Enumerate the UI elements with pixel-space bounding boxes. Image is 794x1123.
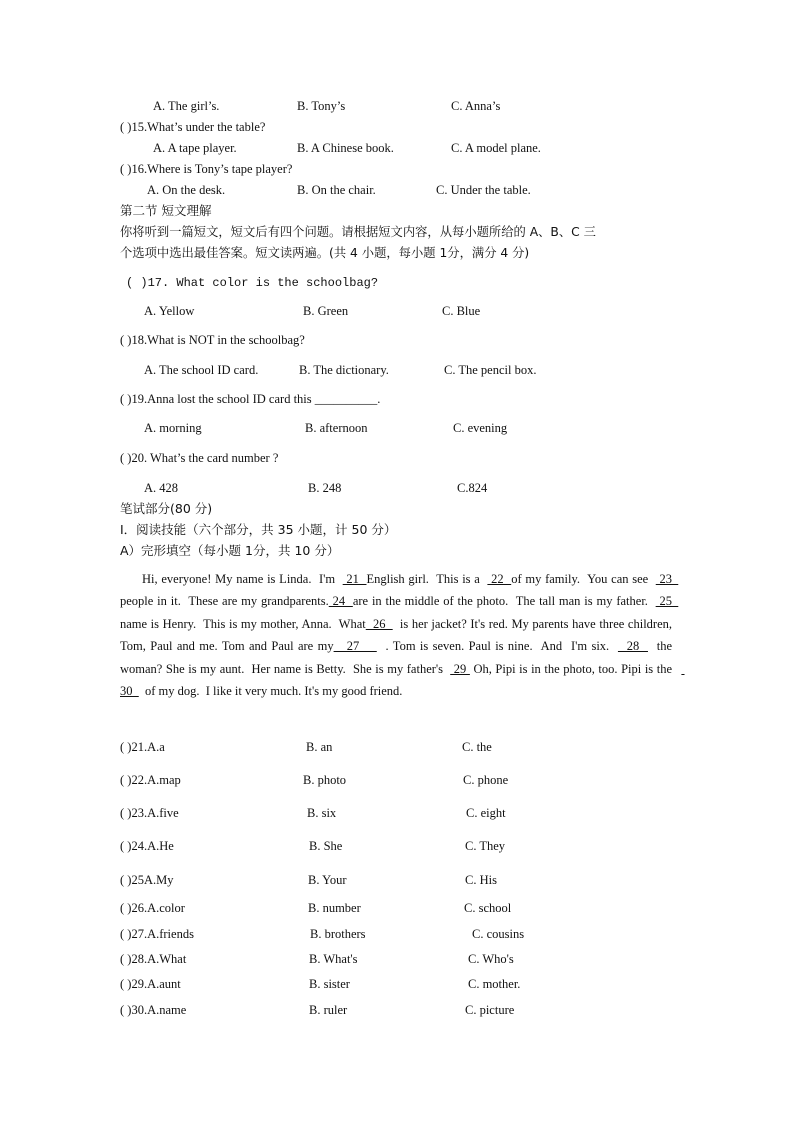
reading-part-title: Ⅰ．阅读技能（六个部分，共 35 小题，计 50 分） (120, 522, 397, 537)
blank-22: 22 (487, 572, 512, 586)
passage-text: name is Henry. This is my mother, Anna. What (120, 594, 685, 631)
cloze-q27-option-c: C. cousins (472, 927, 525, 941)
cloze-q24-option-c: C. They (465, 839, 506, 853)
cloze-q23-option-c: C. eight (466, 806, 506, 820)
q17-option-a: A. Yellow (144, 304, 195, 318)
passage-text: is her jacket? It's red. My parents have three children, Tom, Paul and me. Tom and Paul are my (120, 616, 679, 654)
cloze-q24: ( )24.A.He (120, 839, 174, 853)
q15-question: ( )15.What’s under the table? (120, 120, 266, 134)
blank-29: 29 (450, 661, 470, 676)
cloze-q21-option-c: C. the (462, 740, 492, 754)
q18-option-c: C. The pencil box. (444, 363, 537, 377)
q16-option-b: B. On the chair. (297, 183, 376, 197)
q15-option-b: B. A Chinese book. (297, 141, 394, 155)
q18-option-a: A. The school ID card. (144, 363, 259, 377)
cloze-passage (120, 568, 685, 702)
written-section-title: 笔试部分(80 分) (120, 501, 213, 516)
q19-option-b: B. afternoon (305, 421, 368, 435)
q18-question: ( )18.What is NOT in the schoolbag? (120, 333, 305, 347)
q19-option-c: C. evening (453, 421, 508, 435)
q16-question: ( )16.Where is Tony’s tape player? (120, 162, 293, 176)
cloze-q23-option-b: B. six (307, 806, 337, 820)
cloze-q29-option-c: C. mother. (468, 977, 521, 991)
section2-title: 第二节 短文理解 (120, 203, 212, 218)
cloze-q29-option-b: B. sister (309, 977, 350, 991)
cloze-q26: ( )26.A.color (120, 901, 185, 915)
cloze-part-title: A）完形填空（每小题 1分，共 10 分） (120, 543, 340, 558)
cloze-q28-option-b: B. What's (309, 952, 358, 966)
cloze-q24-option-b: B. She (309, 839, 343, 853)
cloze-q23: ( )23.A.five (120, 806, 179, 820)
q20-option-b: B. 248 (308, 481, 342, 495)
blank-24: 24 (328, 594, 353, 609)
blank-21: 21 (342, 572, 367, 586)
passage-text: the woman? She is my aunt. Her name is Betty. She is my father's (120, 639, 676, 676)
cloze-q28: ( )28.A.What (120, 952, 187, 966)
q20-option-a: A. 428 (144, 481, 179, 495)
blank-30: 30 (120, 661, 685, 699)
cloze-q26-option-b: B. number (308, 901, 361, 915)
q15-option-c: C. A model plane. (451, 141, 541, 155)
cloze-q22: ( )22.A.map (120, 773, 181, 787)
passage-text: . Tom is seven. Paul is nine. And I'm six. (376, 639, 618, 654)
passage-text: English girl. This is a (366, 572, 488, 586)
q16-option-c: C. Under the table. (436, 183, 531, 197)
section2-instruction-line2: 个选项中选出最佳答案。短文读两遍。(共 4 小题，每小题 1分，满分 4 分) (120, 246, 530, 260)
cloze-q21: ( )21.A.a (120, 740, 165, 754)
cloze-q22-option-b: B. photo (303, 773, 347, 787)
cloze-q29: ( )29.A.aunt (120, 977, 181, 991)
blank-25: 25 (655, 594, 679, 609)
section2-instruction-line1: 你将听到一篇短文，短文后有四个问题。请根据短文内容，从每小题所给的 A、B、C 三 (120, 225, 596, 239)
passage-text: of my family. You can see (511, 572, 656, 586)
q19-option-a: A. morning (144, 421, 202, 435)
cloze-q30-option-c: C. picture (465, 1003, 515, 1017)
cloze-q27-option-b: B. brothers (310, 927, 366, 941)
q20-option-c: C.824 (457, 481, 488, 495)
blank-23: 23 (655, 572, 679, 586)
q17-option-c: C. Blue (442, 304, 481, 318)
cloze-q27: ( )27.A.friends (120, 927, 194, 941)
cloze-q21-option-b: B. an (306, 740, 333, 754)
q16-option-a: A. On the desk. (147, 183, 226, 197)
q20-question: ( )20. What’s the card number ? (120, 451, 279, 465)
cloze-q25-option-c: C. His (465, 873, 497, 887)
cloze-q25: ( )25A.My (120, 873, 174, 887)
q14-option-b: B. Tony’s (297, 99, 346, 113)
blank-28: 28 (617, 639, 648, 654)
cloze-q30-option-b: B. ruler (309, 1003, 348, 1017)
blank-27: 27 (333, 639, 377, 654)
q15-option-a: A. A tape player. (153, 141, 237, 155)
passage-text: of my dog. I like it very much. It's my good friend. (138, 684, 403, 699)
blank-26: 26 (365, 616, 393, 631)
cloze-q26-option-c: C. school (464, 901, 512, 915)
q19-question: ( )19.Anna lost the school ID card this __________. (120, 392, 381, 406)
q17-option-b: B. Green (303, 304, 349, 318)
q14-option-a: A. The girl’s. (153, 99, 220, 113)
passage-text: Hi, everyone! My name is Linda. I'm (142, 572, 343, 586)
cloze-q22-option-c: C. phone (463, 773, 509, 787)
q14-option-c: C. Anna’s (451, 99, 501, 113)
cloze-q25-option-b: B. Your (308, 873, 347, 887)
q17-question: ( )17. What color is the schoolbag? (126, 276, 379, 290)
q18-option-b: B. The dictionary. (299, 363, 389, 377)
passage-text: are in the middle of the photo. The tall man is my father. (352, 594, 656, 609)
cloze-q30: ( )30.A.name (120, 1003, 187, 1017)
passage-text: people in it. These are my grandparents. (120, 572, 685, 609)
passage-text: Oh, Pipi is in the photo, too. Pipi is the (469, 661, 682, 676)
cloze-q28-option-c: C. Who's (468, 952, 514, 966)
